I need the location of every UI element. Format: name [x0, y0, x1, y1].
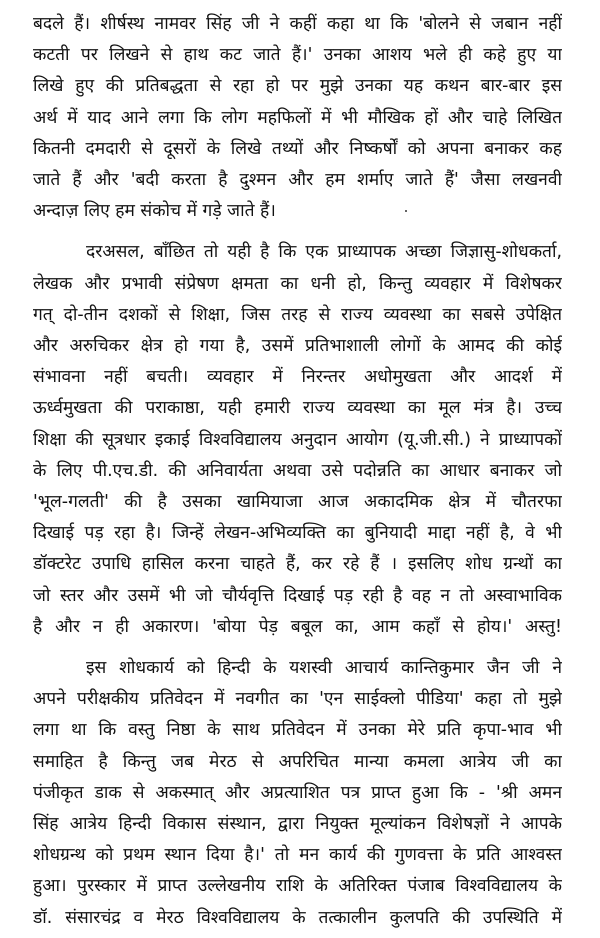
text-line: है और न ही अकारण। 'बोया पेड़ बबूल का, आम कहाँ से होय।' अस्तु!	[33, 617, 562, 637]
text-line: पंजीकृत डाक से अकस्मात् और अप्रत्याशित पत्र प्राप्त हुआ कि - 'श्री अमन	[33, 783, 562, 803]
text-line: इस शोधकार्य को हिन्दी के यशस्वी आचार्य कान्तिकुमार जैन जी ने	[86, 658, 562, 678]
text-line: ऊर्ध्वमुखता की पराकाष्ठा, यही हमारी राज्य व्यवस्था का मूल मंत्र है। उच्च	[33, 398, 562, 418]
text-line: 'भूल-गलती' की है उसका खामियाजा आज अकादमिक क्षेत्र में चौतरफा	[33, 492, 562, 512]
text-line: डॉक्टरेट उपाधि हासिल करना चाहते हैं, कर रहे हैं । इसलिए शोध ग्रन्थों का	[33, 554, 562, 574]
text-line: और अरुचिकर क्षेत्र हो गया है, उसमें प्रतिभाशाली लोगों के आमद की कोई	[33, 336, 562, 356]
text-line: दिखाई पड़ रहा है। जिन्हें लेखन-अभिव्यक्ति का बुनियादी माद्दा नहीं है, वे भी	[33, 523, 562, 543]
text-line: शोधग्रन्थ को प्रथम स्थान दिया है।' तो मन कार्य की गुणवत्ता के प्रति आश्वस्त	[33, 845, 562, 865]
text-line: शिक्षा की सूत्रधार इकाई विश्वविद्यालय अनुदान आयोग (यू.जी.सी.) ने प्राध्यापकों	[33, 430, 562, 450]
text-line: हुआ। पुरस्कार में प्राप्त उल्लेखनीय राशि के अतिरिक्त पंजाब विश्वविद्यालय के	[33, 876, 562, 896]
text-line: बदले हैं। शीर्षस्थ नामवर सिंह जी ने कहीं कहा था कि 'बोलने से जबान नहीं	[33, 14, 562, 34]
text-line: अर्थ में याद आने लगा कि लोग महफिलों में भी मौखिक हों और चाहे लिखित	[33, 108, 562, 128]
text-line: अपने परीक्षकीय प्रतिवेदन में नवगीत का 'एन साईक्लो पीडिया' कहा तो मुझे	[33, 689, 562, 709]
text-line: संभावना नहीं बचती। व्यवहार में निरन्तर अधोमुखता और आदर्श में	[33, 367, 562, 387]
text-line: लिखे हुए की प्रतिबद्धता से रहा हो पर मुझे उनका यह कथन बार-बार इस	[33, 76, 562, 96]
text-line: कितनी दमदारी से दूसरों के लिखे तथ्यों और निष्कर्षों को अपना बनाकर कह	[33, 139, 562, 159]
text-line: लगा था कि वस्तु निष्ठा के साथ प्रतिवेदन में उनका मेरे प्रति कृपा-भाव भी	[33, 720, 562, 740]
text-line: के लिए पी.एच.डी. की अनिवार्यता अथवा उसे पदोन्नति का आधार बनाकर जो	[33, 461, 562, 481]
text-line: गत् दो-तीन दशकों से शिक्षा, जिस तरह से राज्य व्यवस्था का सबसे उपेक्षित	[33, 305, 562, 325]
text-line: जो स्तर और उसमें भी जो चौर्यवृत्ति दिखाई पड़ रही है वह न तो अस्वाभाविक	[33, 586, 562, 606]
text-line: जाते हैं और 'बदी करता है दुश्मन और हम शर्माए जाते हैं' जैसा लखनवी	[33, 170, 562, 190]
text-line: कटती पर लिखने से हाथ कट जाते हैं।' उनका आशय भले ही कहे हुए या	[33, 45, 562, 65]
text-line: सिंह आत्रेय हिन्दी विकास संस्थान, द्वारा नियुक्त मूल्यांकन विशेषज्ञों ने आपके	[33, 814, 562, 834]
print-speck	[405, 210, 407, 212]
text-line: अन्दाज़ लिए हम संकोच में गड़े जाते हैं।	[33, 201, 276, 221]
text-line: दरअसल, बाँछित तो यही है कि एक प्राध्यापक अच्छा जिज्ञासु-शोधकर्ता,	[86, 242, 562, 262]
text-line: लेखक और प्रभावी संप्रेषण क्षमता का धनी हो, किन्तु व्यवहार में विशेषकर	[33, 274, 562, 294]
text-line: समाहित है किन्तु जब मेरठ से अपरिचित मान्या कमला आत्रेय जी का	[33, 752, 562, 772]
text-line: डॉ. संसारचंद्र व मेरठ विश्वविद्यालय के तत्कालीन कुलपति की उपस्थिति में	[33, 908, 562, 928]
